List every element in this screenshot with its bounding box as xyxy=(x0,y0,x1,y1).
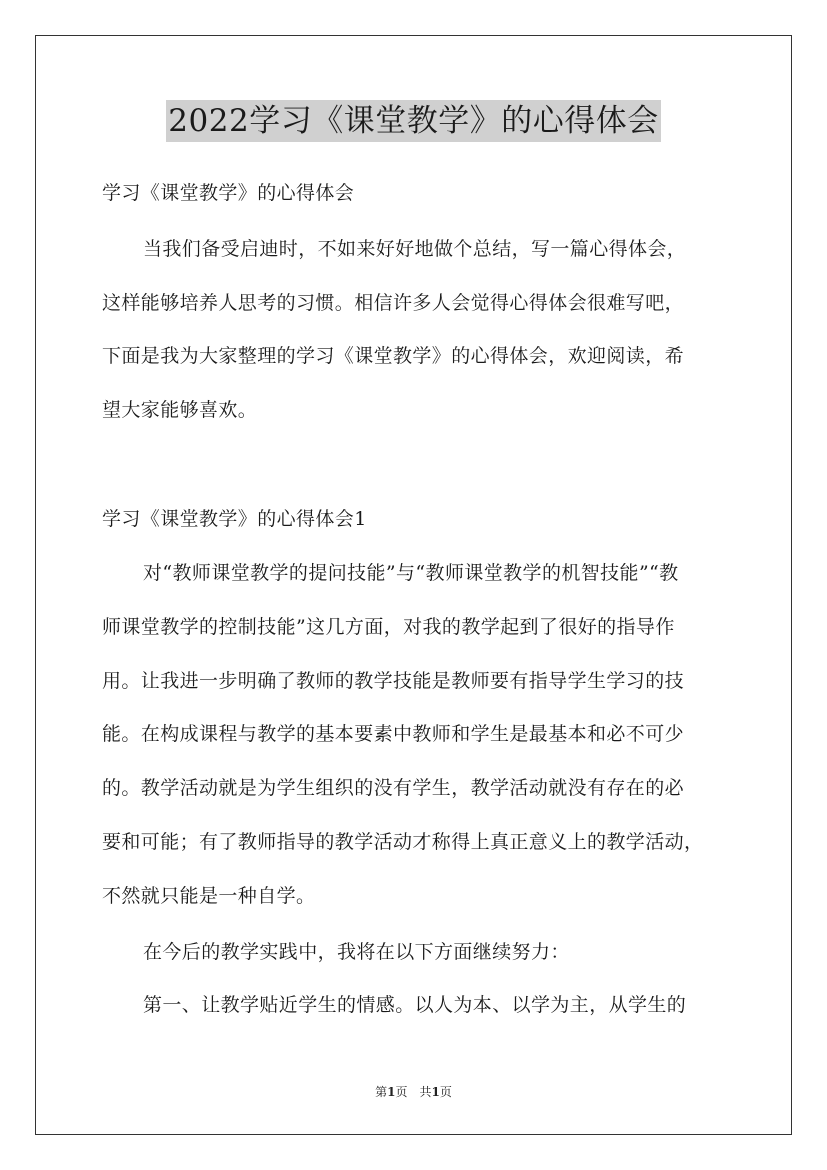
page-footer xyxy=(0,1083,827,1100)
section-line-2: 师课堂教学的控制技能”这几方面，对我的教学起到了很好的指导作 xyxy=(102,616,675,638)
section-line-6: 要和可能；有了教师指导的教学活动才称得上真正意义上的教学活动， xyxy=(102,831,704,853)
section-line-1: 对“教师课堂教学的提问技能”与“教师课堂教学的机智技能”“教 xyxy=(143,562,679,584)
intro-line-2: 这样能够培养人思考的习惯。相信许多人会觉得心得体会很难写吧， xyxy=(102,292,685,314)
intro-line-1: 当我们备受启迪时，不如来好好地做个总结，写一篇心得体会， xyxy=(143,238,687,260)
title-container xyxy=(0,100,827,142)
section-line-7: 不然就只能是一种自学。 xyxy=(102,885,316,907)
document-subtitle: 学习《课堂教学》的心得体会 xyxy=(102,182,355,204)
document-title: 2022学习《课堂教学》的心得体会 xyxy=(166,100,660,142)
section-heading: 学习《课堂教学》的心得体会1 xyxy=(102,508,367,530)
paragraph-3: 第一、让教学贴近学生的情感。以人为本、以学为主，从学生的 xyxy=(143,994,687,1016)
section-line-3: 用。让我进一步明确了教师的教学技能是教师要有指导学生学习的技 xyxy=(102,670,685,692)
footer-page-current: 1 xyxy=(387,1085,396,1099)
intro-line-4: 望大家能够喜欢。 xyxy=(102,399,258,421)
intro-line-3: 下面是我为大家整理的学习《课堂教学》的心得体会，欢迎阅读，希 xyxy=(102,345,685,367)
section-line-4: 能。在构成课程与教学的基本要素中教师和学生是最基本和必不可少 xyxy=(102,723,685,745)
footer-suffix: 页 xyxy=(439,1085,452,1099)
paragraph-2: 在今后的教学实践中，我将在以下方面继续努力： xyxy=(143,941,570,963)
section-line-5: 的。教学活动就是为学生组织的没有学生，教学活动就没有存在的必 xyxy=(102,777,685,799)
footer-prefix: 第 xyxy=(375,1085,388,1099)
footer-page-total: 1 xyxy=(431,1085,440,1099)
footer-mid: 页 共 xyxy=(395,1085,432,1099)
